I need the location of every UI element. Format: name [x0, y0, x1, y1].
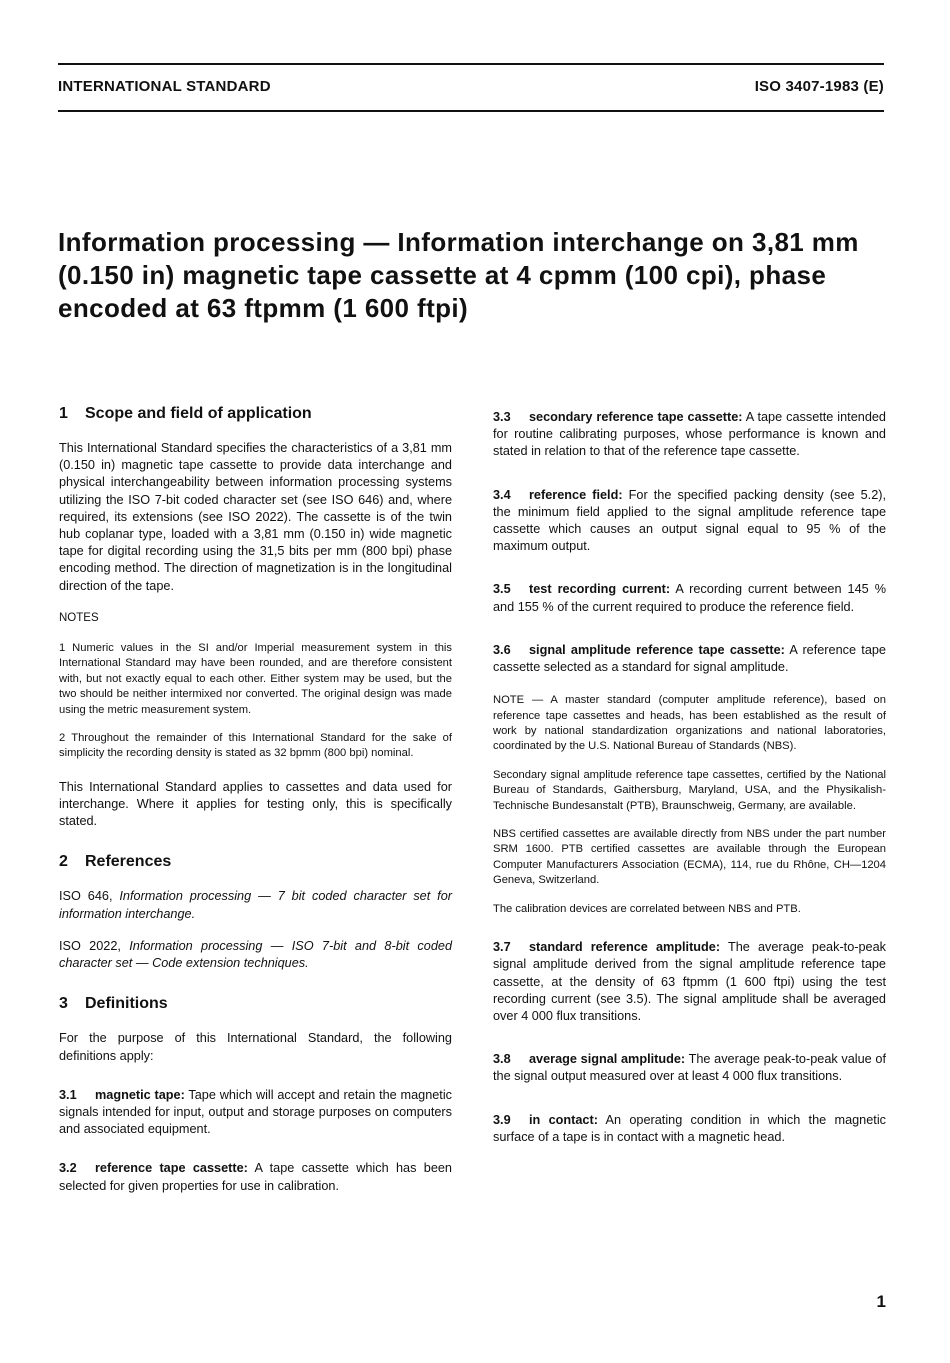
definition-text: A reference tape cassette selected as a standard for signal amplitude.: [493, 642, 886, 675]
notes-label: NOTES: [59, 611, 99, 624]
clause-number: 3.2: [59, 1161, 77, 1176]
definition-text: A tape cassette which has been selected for given properties for use in calibration.: [59, 1161, 452, 1193]
header-right: ISO 3407-1983 (E): [754, 78, 884, 95]
section-number: 2: [59, 853, 68, 871]
document-title: Information processing — Information interchange on 3,81 mm (0.150 in) magnetic tape cassette at 4 cpmm (100 cpi), phase encoded at 63 ftpmm (1 600 ftpi): [58, 227, 859, 323]
calibration-note: The calibration devices are correlated between NBS and PTB.: [493, 902, 801, 915]
section-number: 3: [59, 995, 68, 1013]
definition-3-5: [493, 581, 886, 615]
header-top-rule: [58, 63, 884, 65]
nbs-availability-note: NBS certified cassettes are available directly from NBS under the part number SRM 1600. PTB certified cassettes are available through the European Computer Manufacturers Association (ECMA), 114, rue du Rhône, CH—1204 Geneva, Switzerland.: [493, 828, 886, 887]
left-column: [59, 404, 452, 1210]
definition-text: For the specified packing density (see 5.2), the minimum field applied to the signal amplitude reference tape cassette which causes an output signal equal to 95 % of the maximum output.: [493, 487, 886, 554]
clause-number: 3.3: [493, 410, 511, 424]
defined-term: signal amplitude reference tape cassette:: [529, 642, 785, 657]
defined-term: in contact:: [529, 1112, 598, 1127]
header-left: INTERNATIONAL STANDARD: [58, 78, 271, 95]
reference-iso-2022: [59, 938, 452, 972]
definition-3-4: [493, 487, 886, 556]
definition-text: A recording current between 145 % and 155 % of the current required to produce the reference field.: [493, 582, 886, 614]
section-title: References: [85, 853, 172, 871]
section-title: Definitions: [85, 995, 168, 1013]
defined-term: secondary reference tape cassette:: [529, 410, 743, 424]
defined-term: magnetic tape:: [95, 1087, 185, 1102]
reference-code: ISO 646,: [59, 889, 120, 904]
clause-number: 3.4: [493, 487, 511, 502]
defined-term: reference tape cassette:: [95, 1161, 248, 1176]
defined-term: average signal amplitude:: [529, 1052, 686, 1067]
reference-code: ISO 2022,: [59, 938, 130, 953]
definition-3-1: [59, 1087, 452, 1139]
right-column: [493, 409, 886, 1161]
defined-term: test recording current:: [529, 582, 671, 597]
definition-3-3: [493, 409, 886, 461]
definitions-intro: For the purpose of this International Standard, the following definitions apply:: [59, 1031, 452, 1063]
section-number: 1: [59, 405, 68, 422]
reference-iso-646: [59, 888, 452, 922]
clause-number: 3.5: [493, 582, 511, 597]
clause-number: 3.8: [493, 1052, 511, 1067]
section-title: Scope and field of application: [85, 405, 312, 422]
applicability-paragraph: This International Standard applies to cassettes and data used for interchange. Where it applies for testing only, this is specifically stated.: [59, 779, 452, 829]
definition-3-6: [493, 642, 886, 676]
note-master-standard: NOTE — A master standard (computer amplitude reference), based on reference tape cassettes and heads, has been established as the result of work by national standardization organizations and national laboratories, coordinated by the U.S. National Bureau of Standards (NBS).: [493, 694, 886, 753]
reference-title: Information processing — 7 bit coded character set for information interchange.: [59, 889, 452, 921]
scope-paragraph: This International Standard specifies the characteristics of a 3,81 mm (0.150 in) magnetic tape cassette to provide data interchange and physical interchangeability between information processing systems utilizing the ISO 7-bit coded character set (see ISO 646) and, where required, its extensions (see ISO 2022). The cassette is of the twin hub coplanar type, loaded with a 3,81 mm (0.150 in) wide magnetic tape for digital recording using the 31,5 bits per mm (800 bpi) phase encoding method. The direction of magnetization is in the longitudinal direction of the tape.: [59, 441, 452, 593]
section-2-heading: [59, 852, 452, 872]
definition-text: An operating condition in which the magnetic surface of a tape is in contact with a magnetic head.: [493, 1112, 886, 1144]
page-number: 1: [876, 1292, 886, 1311]
clause-number: 3.1: [59, 1087, 77, 1102]
definition-text: The average peak-to-peak signal amplitude derived from the signal amplitude reference tape cassette, at the density of 63 ftpmm (1 600 ftpi) using the test recording current (see 3.5). The signal amplitude shall be averaged over 4 000 flux transitions.: [493, 940, 886, 1023]
reference-title: Information processing — ISO 7-bit and 8-bit coded character set — Code extension techniques.: [59, 938, 452, 971]
defined-term: reference field:: [529, 487, 623, 502]
header-bottom-rule: [58, 110, 884, 112]
definition-3-2: [59, 1160, 452, 1194]
clause-number: 3.7: [493, 940, 511, 955]
note-1: 1 Numeric values in the SI and/or Imperial measurement system in this International Standard may have been rounded, and are therefore consistent with, but not exactly equal to each other. Either system may be used, but the two should be neither intermixed nor converted. The original design was made using the metric measurement system.: [59, 642, 452, 716]
definition-3-9: [493, 1112, 886, 1146]
definition-3-7: [493, 939, 886, 1025]
secondary-cassettes-note: Secondary signal amplitude reference tape cassettes, certified by the National Bureau of Standards, Gaithersburg, Maryland, USA, and the Physikalish-Technische Bundesanstalt (PTB), Braunschweig, Germany, are available.: [493, 768, 886, 812]
clause-number: 3.6: [493, 642, 511, 657]
definition-text: Tape which will accept and retain the magnetic signals intended for input, output and storage purposes on computers and associated equipment.: [59, 1087, 452, 1137]
definition-text: A tape cassette intended for routine calibrating purposes, whose performance is known and stated in relation to that of the reference tape cassette.: [493, 410, 886, 459]
definition-text: The average peak-to-peak value of the signal output measured over at least 4 000 flux transitions.: [493, 1052, 886, 1084]
defined-term: standard reference amplitude:: [529, 940, 721, 955]
section-3-heading: [59, 994, 452, 1014]
definition-3-8: [493, 1051, 886, 1085]
note-2: 2 Throughout the remainder of this International Standard for the sake of simplicity the recording density is stated as 32 bpmm (800 bpi) nominal.: [59, 732, 452, 760]
section-1-heading: [59, 404, 452, 424]
clause-number: 3.9: [493, 1112, 511, 1127]
